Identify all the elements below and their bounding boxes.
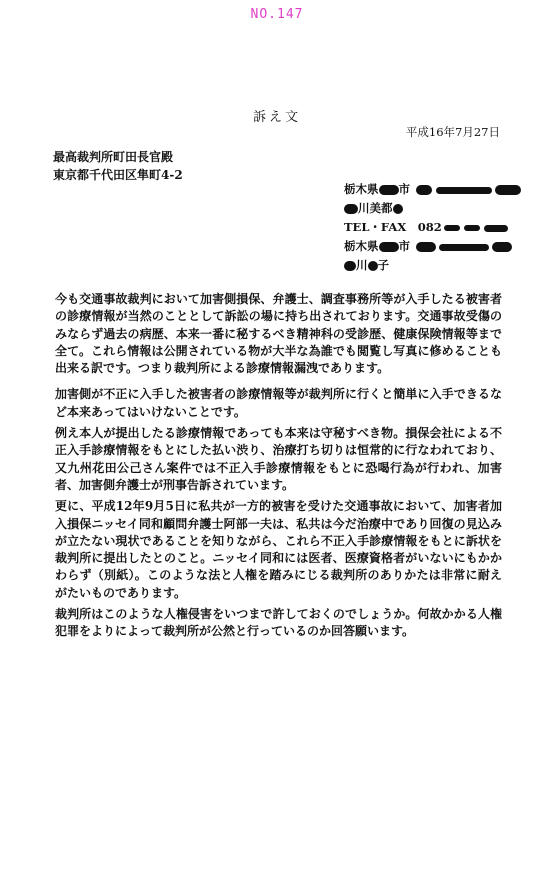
sender-name-text: 川美都	[358, 201, 393, 215]
document-title: 訴え文	[252, 110, 301, 125]
body-paragraph: 例え本人が提出したる診療情報であっても本来は守秘すべき物。損保会社による不正入手診療情報をもとにした払い渋り、治療打ち切りは恒常的に行なわれており、又九州花田公己さん案件では不正入手診療情報をもとに恐喝行為が行われ、加害者、加害側弁護士が刑事告訴されています。	[55, 426, 502, 492]
redaction-mark	[495, 185, 521, 195]
redaction-mark	[368, 261, 378, 271]
sender-phone-prefix: TEL・FAX 082	[344, 220, 442, 234]
redaction-mark	[444, 225, 460, 231]
sender-block	[344, 180, 544, 275]
redaction-mark	[344, 204, 358, 214]
redaction-mark	[439, 244, 489, 251]
redaction-mark	[344, 261, 356, 271]
document-date: 平成16年7月27日	[405, 125, 500, 139]
redaction-mark	[492, 242, 512, 252]
redaction-mark	[416, 185, 432, 195]
sender-name-mid: 川	[356, 258, 368, 272]
sender-address-line	[344, 180, 544, 199]
sender-address-line-2	[344, 237, 544, 256]
sender-prefecture-2: 栃木県	[344, 239, 379, 253]
letter-body	[55, 291, 502, 645]
sender-name-line-2	[344, 256, 544, 275]
redaction-mark	[416, 242, 436, 252]
redaction-mark	[484, 225, 508, 232]
redaction-mark	[393, 204, 403, 214]
body-paragraph: 加害側が不正に入手した被害者の診療情報等が裁判所に行くと簡単に入手できるなど本来あってはいけないことです。	[55, 387, 502, 419]
recipient-name: 最高裁判所町田長官殿	[53, 150, 174, 164]
sender-name-line	[344, 199, 544, 218]
redaction-mark	[464, 225, 480, 231]
redaction-mark	[379, 185, 399, 195]
redaction-mark	[379, 242, 399, 252]
page-number: NO.147	[250, 7, 304, 22]
recipient-address: 東京都千代田区隼町4-2	[53, 168, 183, 182]
body-paragraph: 更に、平成12年9月5日に私共が一方的被害を受けた交通事故において、加害者加入損保ニッセイ同和顧問弁護士阿部一夫は、私共は今だ治療中であり回復の見込みが立たない現状であることを知りながら、これら不正入手診療情報をもとに訴状を裁判所に提出したとのこと。ニッセイ同和には医者、医療資格者がいないにもかかわらず（別紙）。このような法と人権を踏みにじる裁判所のありかたは非常に耐えがたいものであります。	[55, 499, 502, 600]
sender-city-label: 市	[398, 182, 410, 196]
sender-city-label-2: 市	[398, 239, 410, 253]
recipient-block	[53, 148, 183, 184]
body-paragraph: 裁判所はこのような人権侵害をいつまで許しておくのでしょうか。何故かかる人権犯罪をよりによって裁判所が公然と行っているのか回答願います。	[55, 607, 502, 639]
redaction-mark	[436, 187, 492, 194]
sender-prefecture: 栃木県	[344, 182, 379, 196]
body-paragraph: 今も交通事故裁判において加害側損保、弁護士、調査事務所等が入手したる被害者の診療情報が当然のこととして訴訟の場に持ち出されております。交通事故受傷のみならず過去の病歴、本来一番に秘するべき精神科の受診歴、健康保険情報等まで全て。これら情報は公開されている物が大半な為誰でも閲覧し写真に修めることも出来る訳です。つまり裁判所による診療情報漏洩であります。	[55, 292, 502, 376]
sender-phone-line	[344, 218, 544, 237]
sender-name-suffix: 子	[377, 258, 389, 272]
